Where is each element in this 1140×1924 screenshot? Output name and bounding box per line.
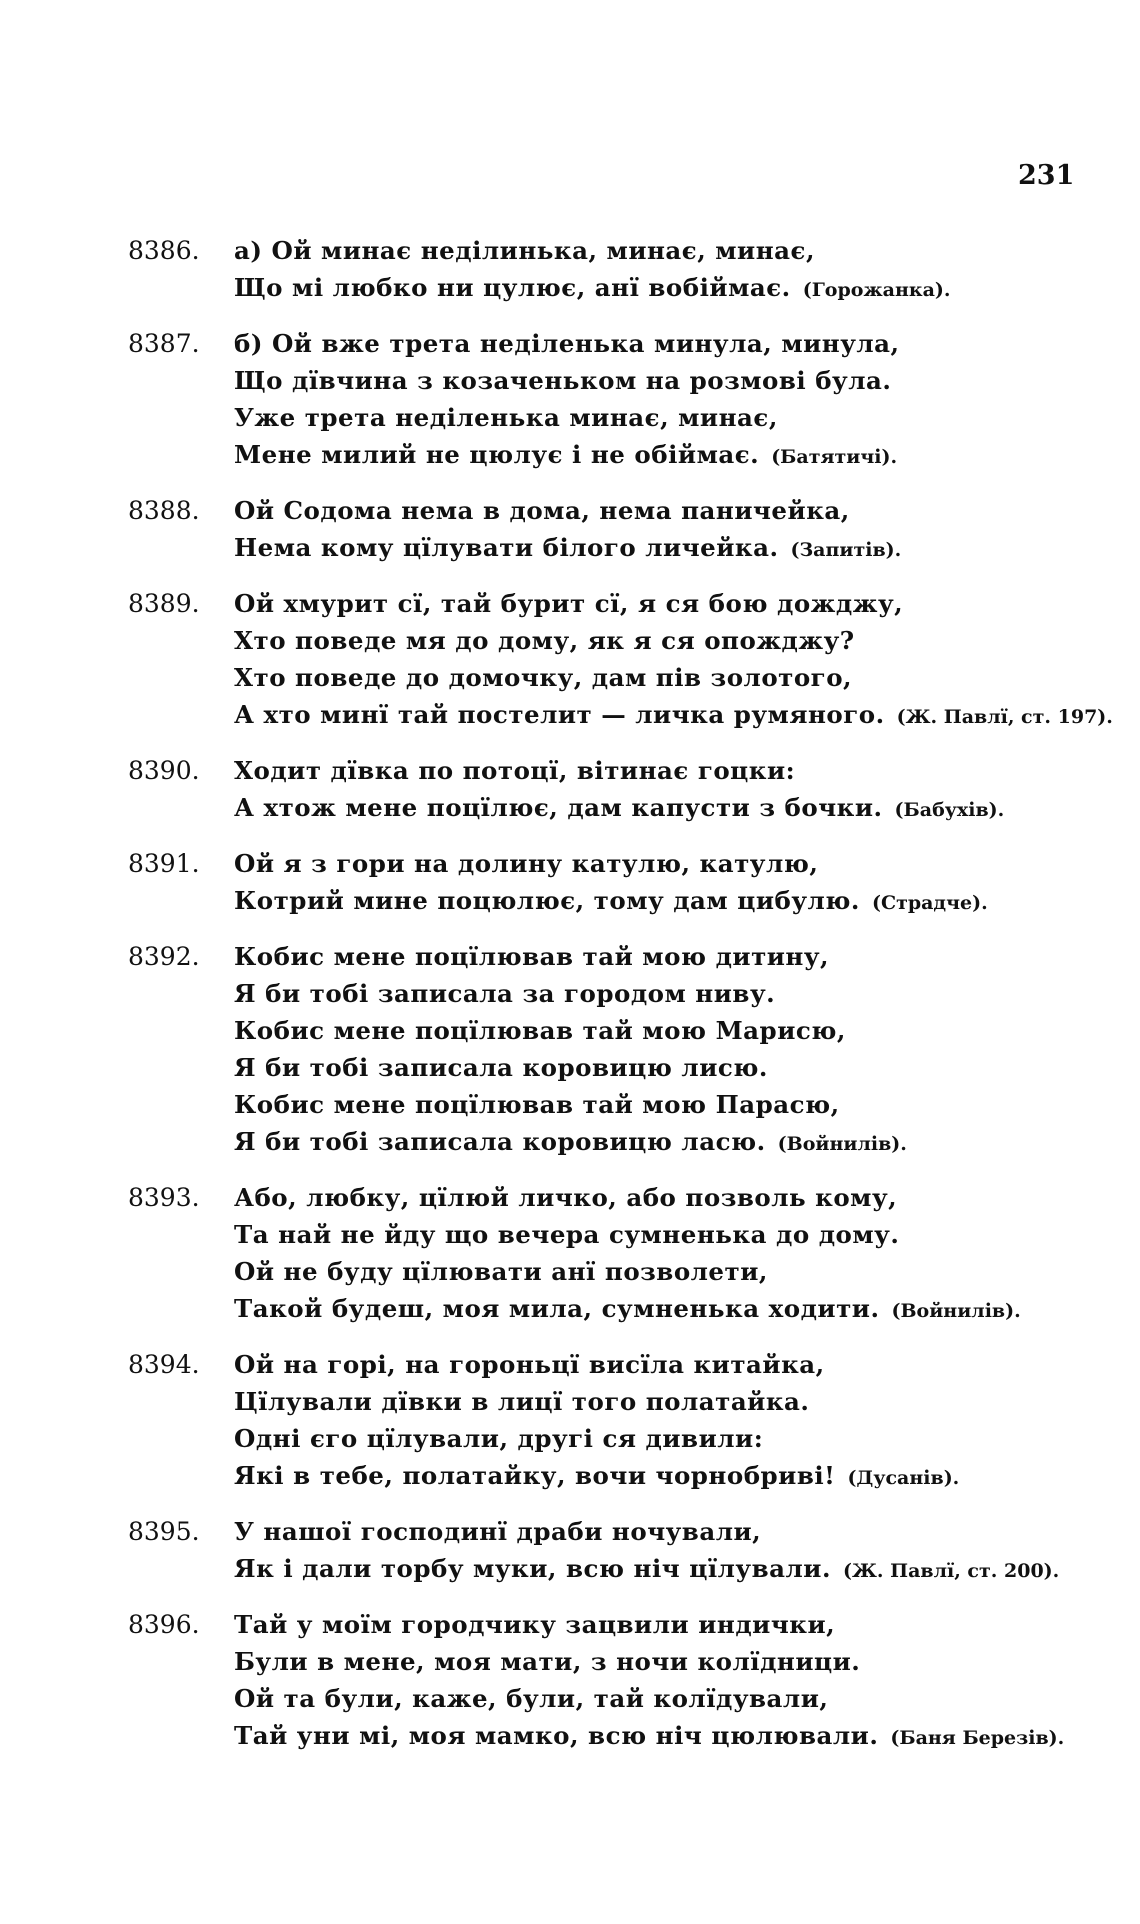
verse-line bbox=[234, 1049, 1088, 1086]
verse-line bbox=[234, 1680, 1088, 1717]
verse-text: Я би тобі записала за городом ниву. bbox=[234, 979, 776, 1008]
entry-number: 8388. bbox=[128, 496, 200, 525]
entry-number: 8396. bbox=[128, 1610, 200, 1639]
verse-line bbox=[234, 1290, 1088, 1330]
verse-line bbox=[234, 399, 1088, 436]
entry-verse bbox=[234, 1179, 1088, 1330]
verse-text: Хто поведе до домочку, дам пів золотого, bbox=[234, 663, 853, 692]
verse-line bbox=[234, 1216, 1088, 1253]
song-entry bbox=[128, 232, 1088, 309]
source-location: (Войнилів). bbox=[777, 1133, 907, 1155]
verse-text: Були в мене, моя мати, з ночи колїдници. bbox=[234, 1647, 861, 1676]
song-entry bbox=[128, 938, 1088, 1163]
verse-line bbox=[234, 1383, 1088, 1420]
verse-line bbox=[234, 1643, 1088, 1680]
source-location: (Ж. Павлї, ст. 197). bbox=[896, 706, 1113, 728]
song-entry bbox=[128, 752, 1088, 829]
verse-text: Ходит дївка по потоцї, вітинає гоцки: bbox=[234, 756, 796, 785]
verse-text: Цїлували дївки в лицї того полатайка. bbox=[234, 1387, 810, 1416]
entry-verse bbox=[234, 585, 1113, 736]
source-location: (Страдче). bbox=[871, 892, 988, 914]
verse-line bbox=[234, 1179, 1088, 1216]
verse-text: Ой не буду цїлювати анї позволети, bbox=[234, 1257, 768, 1286]
verse-line bbox=[234, 938, 1088, 975]
verse-line bbox=[234, 436, 1088, 476]
source-location: (Горожанка). bbox=[802, 279, 951, 301]
song-entry bbox=[128, 1513, 1088, 1590]
verse-text: а) Ой минає неділинька, минає, минає, bbox=[234, 236, 815, 265]
verse-text: Я би тобі записала коровицю ласю. bbox=[234, 1127, 766, 1156]
source-location: (Баня Березів). bbox=[890, 1727, 1065, 1749]
verse-text: Які в тебе, полатайку, вочи чорнобриві! bbox=[234, 1461, 836, 1490]
entry-number: 8393. bbox=[128, 1183, 200, 1212]
verse-line bbox=[234, 269, 1088, 309]
song-list bbox=[128, 232, 1113, 1773]
source-location: (Батятичі). bbox=[771, 446, 898, 468]
song-entry bbox=[128, 1179, 1088, 1330]
entry-verse bbox=[234, 1606, 1088, 1757]
verse-text: Що мі любко ни цулює, анї вобіймає. bbox=[234, 273, 791, 302]
entry-verse bbox=[234, 1513, 1088, 1590]
verse-line bbox=[234, 492, 1088, 529]
verse-text: Хто поведе мя до дому, як я ся опожджу? bbox=[234, 626, 855, 655]
verse-line bbox=[234, 1420, 1088, 1457]
verse-line bbox=[234, 232, 1088, 269]
verse-text: Мене милий не цюлує і не обіймає. bbox=[234, 440, 760, 469]
verse-text: Я би тобі записала коровицю лисю. bbox=[234, 1053, 768, 1082]
verse-line bbox=[234, 696, 1113, 736]
entry-number: 8395. bbox=[128, 1517, 200, 1546]
entry-verse bbox=[234, 845, 1088, 922]
verse-text: Ой я з гори на долину катулю, катулю, bbox=[234, 849, 819, 878]
entry-verse bbox=[234, 232, 1088, 309]
verse-text: У нашої господинї драби ночували, bbox=[234, 1517, 762, 1546]
source-location: (Войнилів). bbox=[891, 1300, 1021, 1322]
verse-text: Кобис мене поцїлював тай мою Парасю, bbox=[234, 1090, 840, 1119]
entry-number: 8391. bbox=[128, 849, 200, 878]
verse-line bbox=[234, 1550, 1088, 1590]
verse-text: Тай у моїм городчику зацвили индички, bbox=[234, 1610, 836, 1639]
verse-line bbox=[234, 585, 1113, 622]
verse-text: Котрий мине поцюлює, тому дам цибулю. bbox=[234, 886, 860, 915]
entry-number: 8387. bbox=[128, 329, 200, 358]
verse-line bbox=[234, 1253, 1088, 1290]
song-entry bbox=[128, 845, 1088, 922]
verse-text: А хто минї тай постелит — личка румяного. bbox=[234, 700, 885, 729]
song-entry bbox=[128, 492, 1088, 569]
entry-number: 8390. bbox=[128, 756, 200, 785]
verse-text: Кобис мене поцїлював тай мою Марисю, bbox=[234, 1016, 846, 1045]
verse-text: А хтож мене поцїлює, дам капусти з бочки. bbox=[234, 793, 883, 822]
verse-line bbox=[234, 362, 1088, 399]
verse-line bbox=[234, 845, 1088, 882]
verse-line bbox=[234, 622, 1113, 659]
verse-line bbox=[234, 882, 1088, 922]
verse-text: Або, любку, цїлюй личко, або позволь кому, bbox=[234, 1183, 898, 1212]
song-entry bbox=[128, 585, 1113, 736]
verse-text: Ой хмурит сї, тай бурит сї, я ся бою дожджу, bbox=[234, 589, 904, 618]
verse-text: Кобис мене поцїлював тай мою дитину, bbox=[234, 942, 830, 971]
entry-number: 8389. bbox=[128, 589, 200, 618]
entry-number: 8386. bbox=[128, 236, 200, 265]
page-number: 231 bbox=[1018, 160, 1075, 191]
verse-line bbox=[234, 325, 1088, 362]
source-location: (Ж. Павлї, ст. 200). bbox=[842, 1560, 1060, 1582]
entry-verse bbox=[234, 492, 1088, 569]
entry-number: 8392. bbox=[128, 942, 200, 971]
verse-line bbox=[234, 659, 1113, 696]
verse-text: Що дївчина з козаченьком на розмові була. bbox=[234, 366, 892, 395]
verse-text: Як і дали торбу муки, всю ніч цїлували. bbox=[234, 1554, 831, 1583]
source-location: (Запитів). bbox=[790, 539, 902, 561]
verse-line bbox=[234, 975, 1088, 1012]
verse-text: Нема кому цїлувати білого личейка. bbox=[234, 533, 779, 562]
verse-text: Ой Содома нема в дома, нема паничейка, bbox=[234, 496, 850, 525]
verse-text: Та най не йду що вечера сумненька до дому. bbox=[234, 1220, 900, 1249]
verse-text: Ой та були, каже, були, тай колїдували, bbox=[234, 1684, 829, 1713]
verse-line bbox=[234, 1346, 1088, 1383]
song-entry bbox=[128, 1346, 1088, 1497]
verse-text: Уже трета неділенька минає, минає, bbox=[234, 403, 778, 432]
verse-text: Одні єго цїлували, другі ся дивили: bbox=[234, 1424, 764, 1453]
verse-line bbox=[234, 1717, 1088, 1757]
verse-line bbox=[234, 1123, 1088, 1163]
verse-text: Такой будеш, моя мила, сумненька ходити. bbox=[234, 1294, 880, 1323]
verse-text: Тай уни мі, моя мамко, всю ніч цюлювали. bbox=[234, 1721, 879, 1750]
source-location: (Дусанів). bbox=[847, 1467, 960, 1489]
entry-verse bbox=[234, 938, 1088, 1163]
source-location: (Бабухів). bbox=[894, 799, 1005, 821]
verse-line bbox=[234, 752, 1088, 789]
entry-verse bbox=[234, 325, 1088, 476]
entry-verse bbox=[234, 752, 1088, 829]
verse-text: Ой на горі, на гороньцї висїла китайка, bbox=[234, 1350, 825, 1379]
verse-line bbox=[234, 1606, 1088, 1643]
entry-number: 8394. bbox=[128, 1350, 200, 1379]
verse-line bbox=[234, 1012, 1088, 1049]
verse-line bbox=[234, 1086, 1088, 1123]
verse-text: б) Ой вже трета неділенька минула, минула, bbox=[234, 329, 900, 358]
song-entry bbox=[128, 325, 1088, 476]
verse-line bbox=[234, 1513, 1088, 1550]
song-entry bbox=[128, 1606, 1088, 1757]
verse-line bbox=[234, 1457, 1088, 1497]
verse-line bbox=[234, 529, 1088, 569]
verse-line bbox=[234, 789, 1088, 829]
entry-verse bbox=[234, 1346, 1088, 1497]
